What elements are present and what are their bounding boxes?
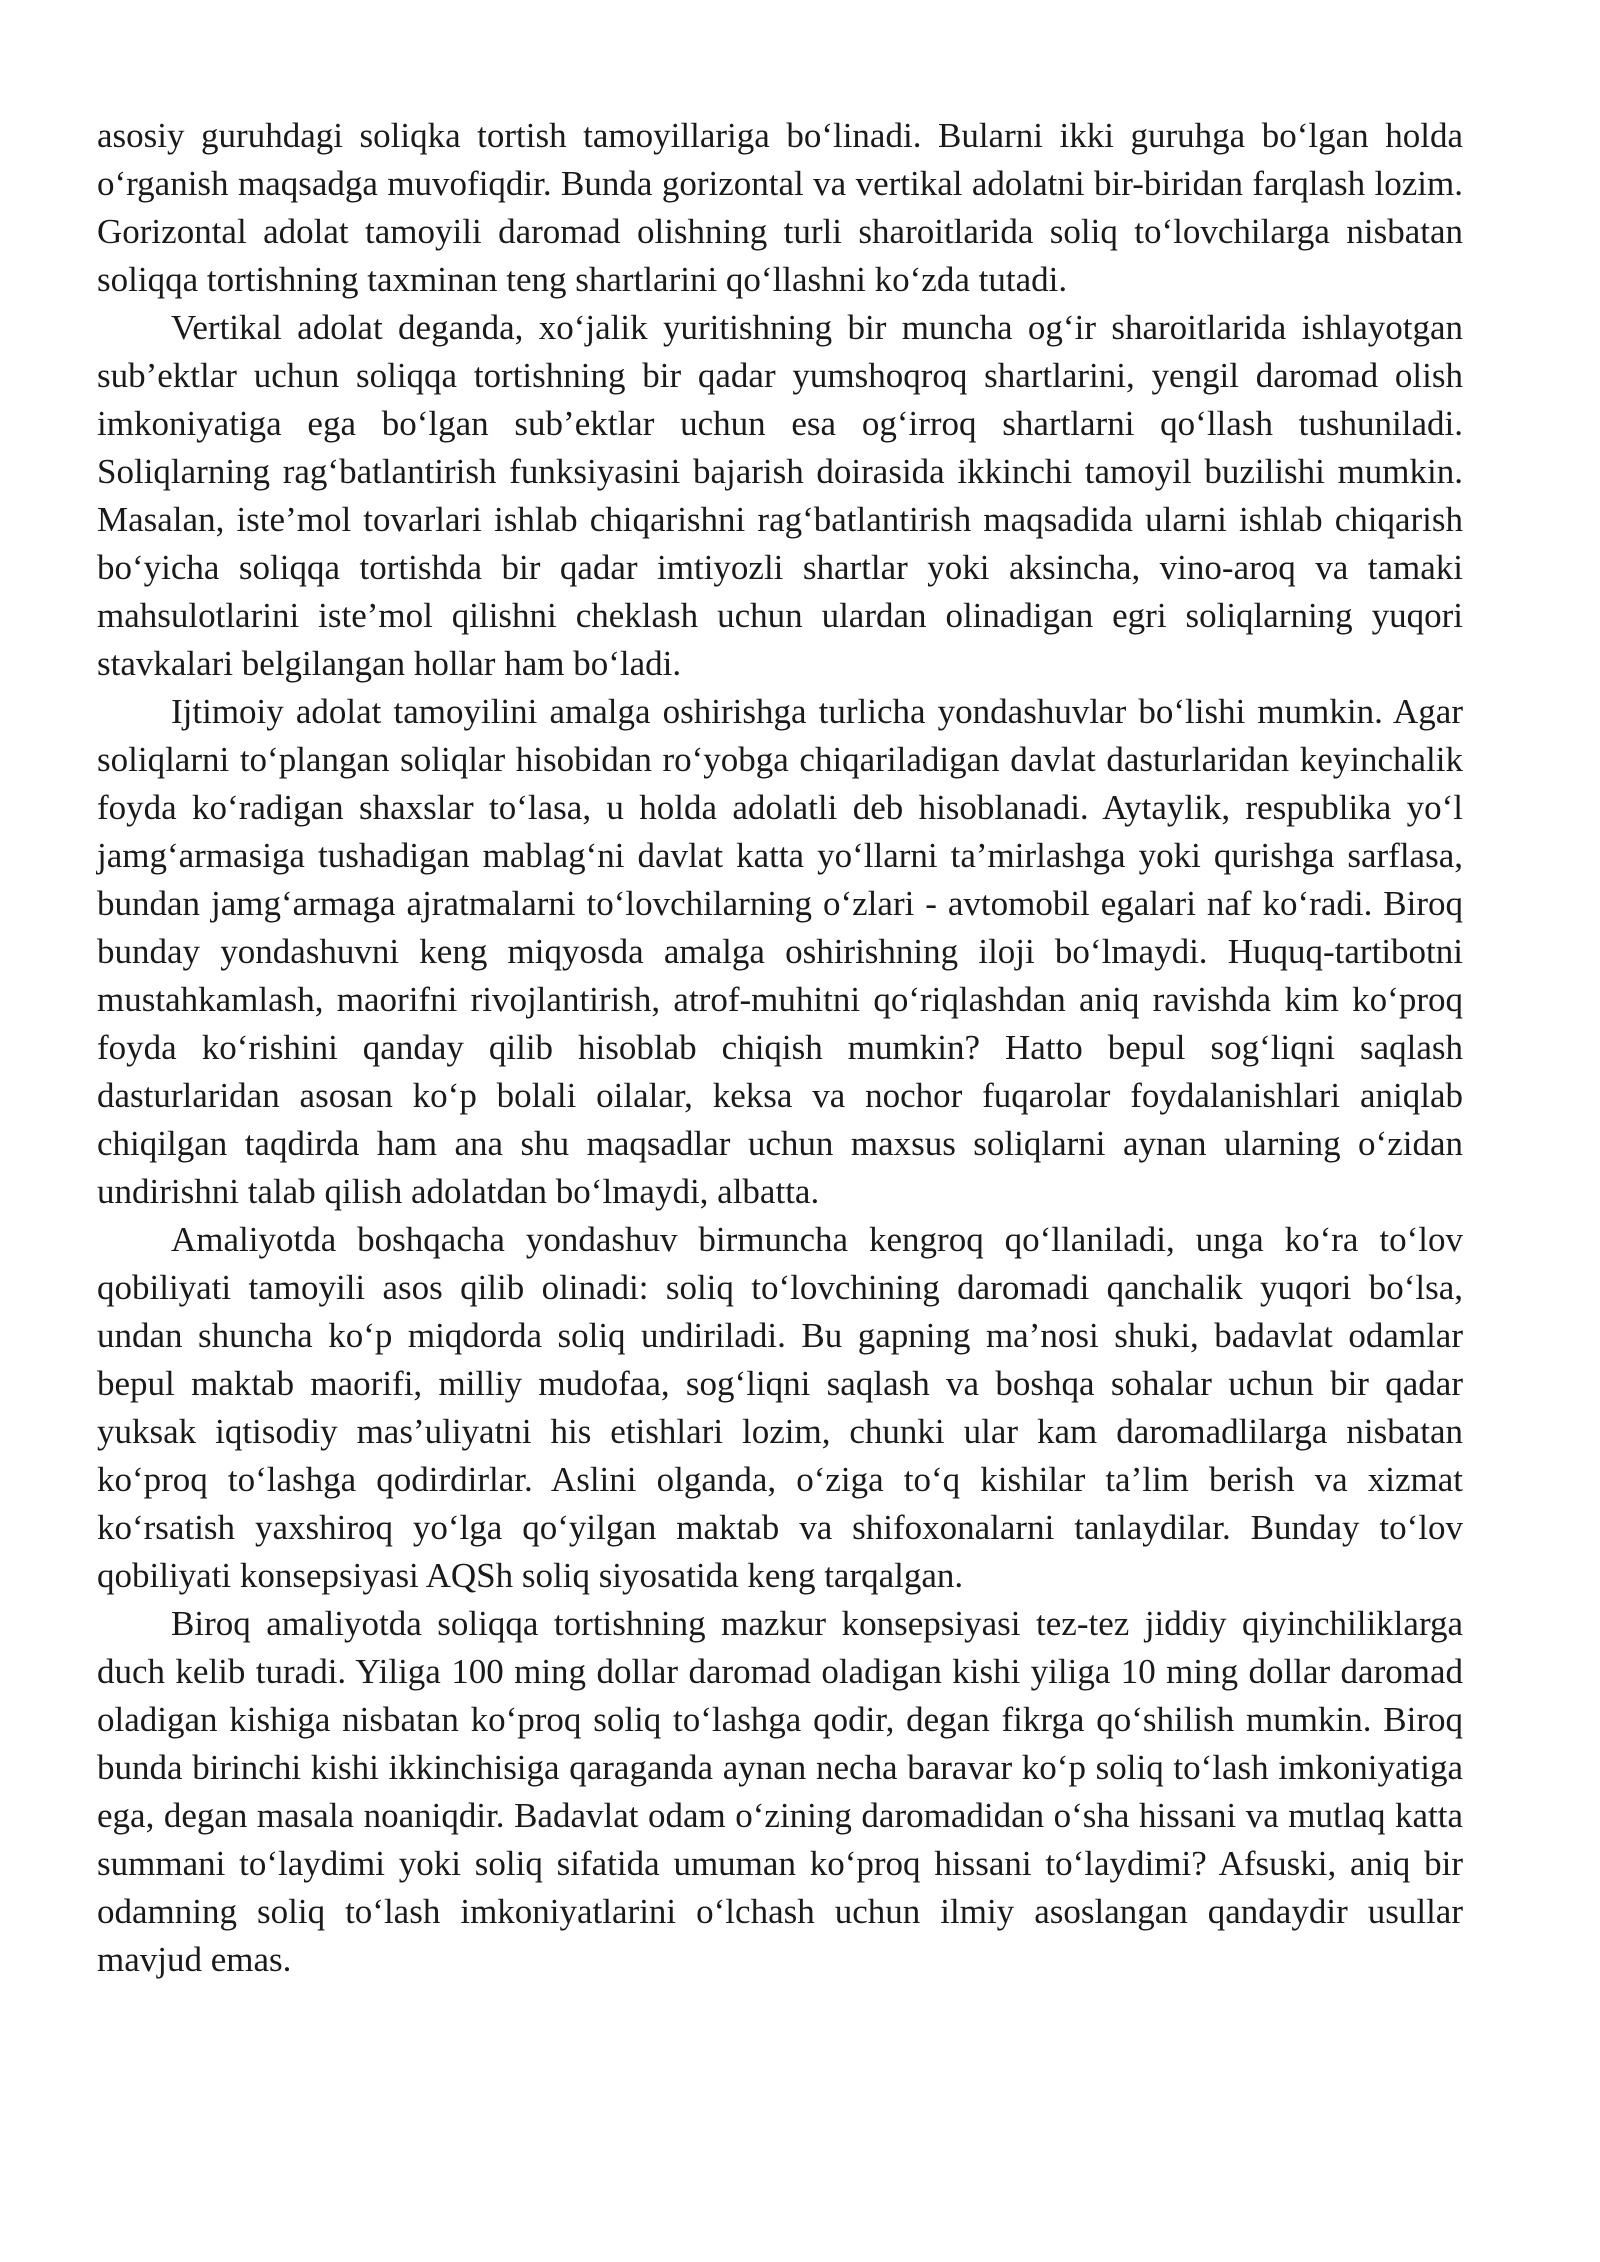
paragraph-ability-to-pay: Amaliyotda boshqacha yondashuv birmuncha kengroq qo‘llaniladi, unga ko‘ra to‘lov qobiliyati tamoyili asos qilib olinadi: soliq to‘lovchining daromadi qanchalik yuqori bo‘lsa, undan shuncha ko‘p miqdorda soliq undiriladi. Bu gapning ma’nosi shuki, badavlat odamlar bepul maktab maorifi, milliy mudofaa, sog‘liqni saqlash va boshqa sohalar uchun bir qadar yuksak iqtisodiy mas’uliyatni his etishlari lozim, chunki ular kam daromadlilarga nisbatan ko‘proq to‘lashga qodirdirlar. Aslini olganda, o‘ziga to‘q kishilar ta’lim berish va xizmat ko‘rsatish yaxshiroq yo‘lga qo‘yilgan maktab va shifoxonalarni tanlaydilar. Bunday to‘lov qobiliyati konsepsiyasi AQSh soliq siyosatida keng tarqalgan. bbox=[97, 1220, 1463, 1595]
paragraph-social-justice: Ijtimoiy adolat tamoyilini amalga oshirishga turlicha yondashuvlar bo‘lishi mumkin. Agar soliqlarni to‘plangan soliqlar hisobidan ro‘yobga chiqariladigan davlat dasturlaridan keyinchalik foyda ko‘radigan shaxslar to‘lasa, u holda adolatli deb hisoblanadi. Aytaylik, respublika yo‘l jamg‘armasiga tushadigan mablag‘ni davlat katta yo‘llarni ta’mirlashga yoki qurishga sarflasa, bundan jamg‘armaga ajratmalarni to‘lovchilarning o‘zlari - avtomobil egalari naf ko‘radi. Biroq bunday yondashuvni keng miqyosda amalga oshirishning iloji bo‘lmaydi. Huquq-tartibotni mustahkamlash, maorifni rivojlantirish, atrof-muhitni qo‘riqlashdan aniq ravishda kim ko‘proq foyda ko‘rishini qanday qilib hisoblab chiqish mumkin? Hatto bepul sog‘liqni saqlash dasturlaridan asosan ko‘p bolali oilalar, keksa va nochor fuqarolar foydalanishlari aniqlab chiqilgan taqdirda ham ana shu maqsadlar uchun maxsus soliqlarni aynan ularning o‘zidan undirishni talab qilish adolatdan bo‘lmaydi, albatta. bbox=[97, 692, 1463, 1211]
document-page bbox=[97, 112, 1463, 1984]
paragraph-practical-difficulties: Biroq amaliyotda soliqqa tortishning mazkur konsepsiyasi tez-tez jiddiy qiyinchiliklarga duch kelib turadi. Yiliga 100 ming dollar daromad oladigan kishi yiliga 10 ming dollar daromad oladigan kishiga nisbatan ko‘proq soliq to‘lashga qodir, degan fikrga qo‘shilish mumkin. Biroq bunda birinchi kishi ikkinchisiga qaraganda aynan necha baravar ko‘p soliq to‘lash imkoniyatiga ega, degan masala noaniqdir. Badavlat odam o‘zining daromadidan o‘sha hissani va mutlaq katta summani to‘laydimi yoki soliq sifatida umuman ko‘proq hissani to‘laydimi? Afsuski, aniq bir odamning soliq to‘lash imkoniyatlarini o‘lchash uchun ilmiy asoslangan qandaydir usullar mavjud emas. bbox=[97, 1604, 1463, 1979]
paragraph-horizontal-equity: asosiy guruhdagi soliqka tortish tamoyillariga bo‘linadi. Bularni ikki guruhga bo‘lgan holda o‘rganish maqsadga muvofiqdir. Bunda gorizontal va vertikal adolatni bir-biridan farqlash lozim. Gorizontal adolat tamoyili daromad olishning turli sharoitlarida soliq to‘lovchilarga nisbatan soliqqa tortishning taxminan teng shartlarini qo‘llashni ko‘zda tutadi. bbox=[97, 116, 1463, 299]
paragraph-vertical-equity: Vertikal adolat deganda, xo‘jalik yuritishning bir muncha og‘ir sharoitlarida ishlayotgan sub’ektlar uchun soliqqa tortishning bir qadar yumshoqroq shartlarini, yengil daromad olish imkoniyatiga ega bo‘lgan sub’ektlar uchun esa og‘irroq shartlarni qo‘llash tushuniladi. Soliqlarning rag‘batlantirish funksiyasini bajarish doirasida ikkinchi tamoyil buzilishi mumkin. Masalan, iste’mol tovarlari ishlab chiqarishni rag‘batlantirish maqsadida ularni ishlab chiqarish bo‘yicha soliqqa tortishda bir qadar imtiyozli shartlar yoki aksincha, vino-aroq va tamaki mahsulotlarini iste’mol qilishni cheklash uchun ulardan olinadigan egri soliqlarning yuqori stavkalari belgilangan hollar ham bo‘ladi. bbox=[97, 308, 1463, 683]
